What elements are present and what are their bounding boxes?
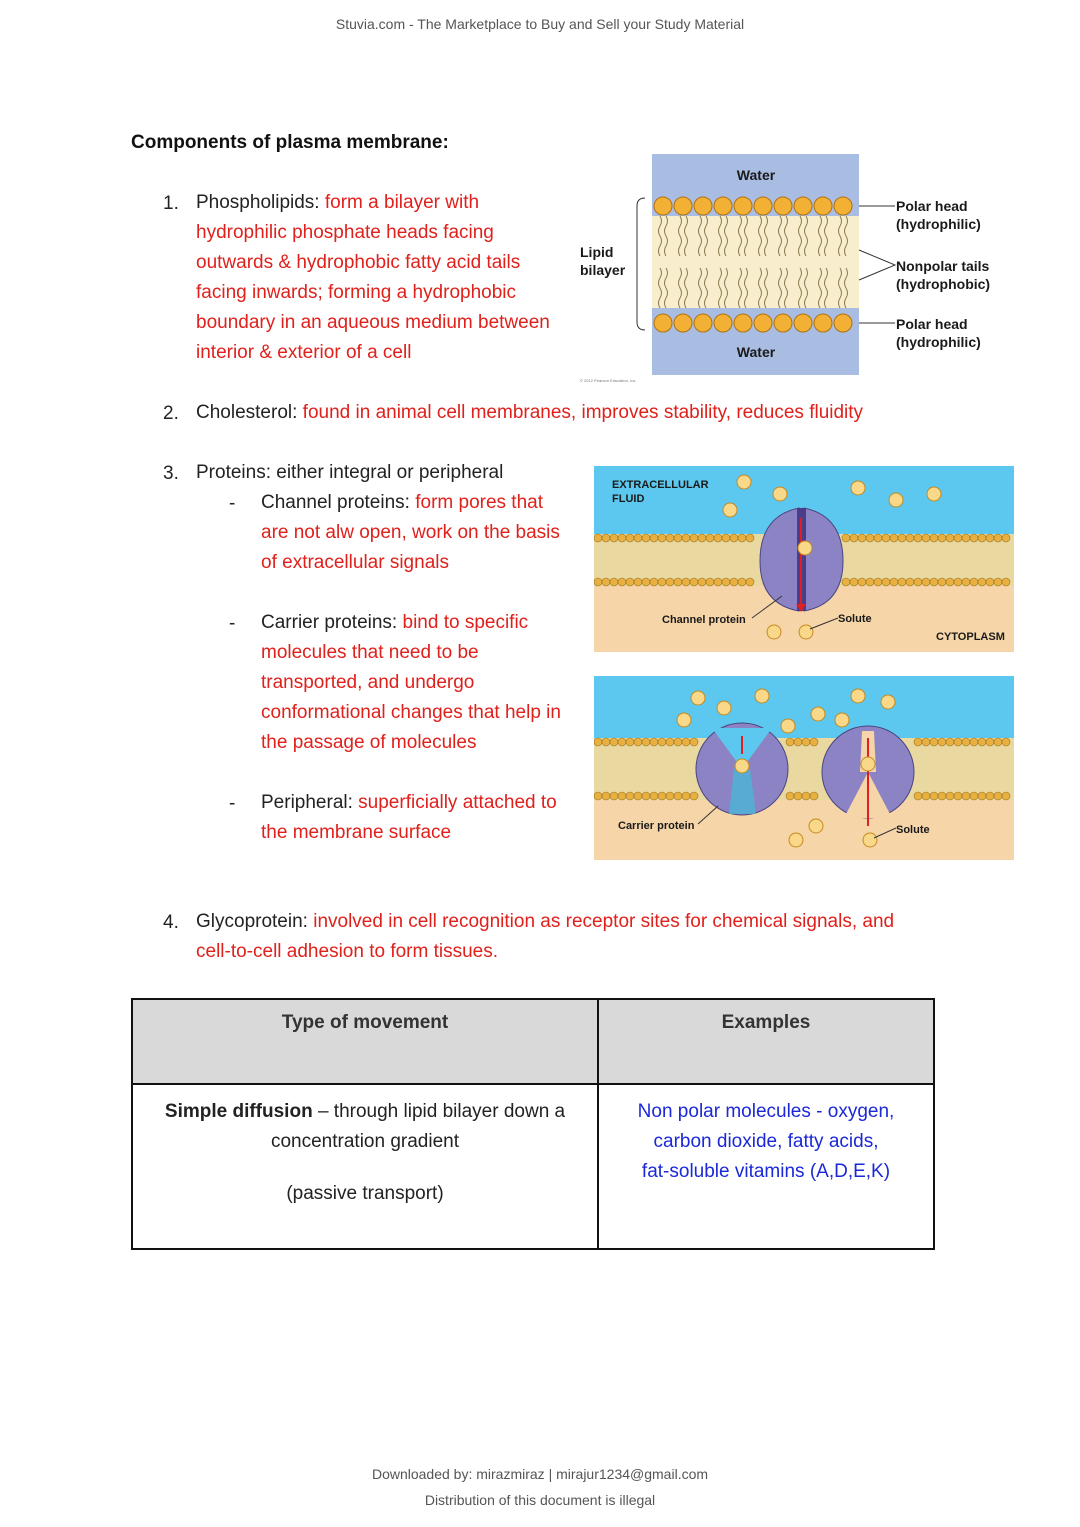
phosphate-head: [866, 534, 874, 542]
solute-particle: [809, 819, 823, 833]
phosphate-head: [962, 738, 970, 746]
phosphate-head: [874, 534, 882, 542]
phosphate-head: [850, 578, 858, 586]
phosphate-head: [730, 578, 738, 586]
solute-particle: [863, 833, 877, 847]
phosphate-head: [954, 578, 962, 586]
channel-term: Channel proteins:: [261, 492, 410, 513]
phosphate-head: [882, 534, 890, 542]
peripheral-term: Peripheral:: [261, 792, 353, 813]
phosphate-head: [690, 738, 698, 746]
phosphate-head: [930, 534, 938, 542]
phosphate-head: [642, 534, 650, 542]
phosphate-head: [706, 578, 714, 586]
phosphate-head: [746, 534, 754, 542]
phosphate-head: [986, 738, 994, 746]
table-header: Examples: [598, 999, 934, 1084]
table-row: [132, 1084, 934, 1249]
carrier-line: transported, and undergo: [261, 672, 475, 693]
phosphate-head: [674, 314, 692, 332]
solute-particle: [927, 487, 941, 501]
phosphate-head: [978, 738, 986, 746]
phosphate-head: [618, 738, 626, 746]
phosphate-head: [994, 578, 1002, 586]
carrier-term: Carrier proteins:: [261, 612, 398, 633]
leader-line: [859, 250, 895, 280]
phosphate-head: [706, 534, 714, 542]
phosphate-head: [794, 197, 812, 215]
phosphate-head: [666, 534, 674, 542]
phosphate-head: [738, 534, 746, 542]
phosphate-head: [650, 578, 658, 586]
phosphate-head: [930, 578, 938, 586]
phosphate-head: [978, 578, 986, 586]
phosphate-head: [970, 792, 978, 800]
phosphate-head: [938, 578, 946, 586]
phosphate-head: [970, 738, 978, 746]
solute-particle: [767, 625, 781, 639]
phosphate-head: [694, 314, 712, 332]
phosphate-head: [690, 578, 698, 586]
phosphate-head: [834, 197, 852, 215]
phosphate-head: [970, 578, 978, 586]
phosphate-head: [850, 534, 858, 542]
phosphate-head: [898, 578, 906, 586]
phospholipids-line: form a bilayer with: [324, 192, 480, 213]
phospholipids-line: facing inwards; forming a hydrophobic: [196, 282, 517, 303]
solute-particle: [717, 701, 731, 715]
phosphate-head: [650, 792, 658, 800]
phosphate-head: [666, 792, 674, 800]
solute-particle: [691, 691, 705, 705]
phosphate-head: [842, 578, 850, 586]
glycoprotein-line: cell-to-cell adhesion to form tissues.: [196, 941, 499, 962]
phosphate-head: [994, 738, 1002, 746]
phosphate-head: [594, 738, 602, 746]
phosphate-head: [650, 534, 658, 542]
phosphate-head: [610, 578, 618, 586]
polar-head-top-label: Polar head: [896, 198, 968, 214]
bullet-dash: -: [229, 613, 236, 634]
phosphate-head: [654, 314, 672, 332]
carrier-line: bind to specific: [402, 612, 529, 633]
phosphate-head: [682, 578, 690, 586]
phosphate-head: [642, 738, 650, 746]
phosphate-head: [922, 578, 930, 586]
solute-particle: [723, 503, 737, 517]
channel-line: are not alw open, work on the basis: [261, 522, 560, 543]
phosphate-head: [602, 792, 610, 800]
phosphate-head: [794, 738, 802, 746]
phosphate-head: [938, 792, 946, 800]
phosphate-head: [930, 738, 938, 746]
phosphate-head: [714, 314, 732, 332]
footer-notice: Distribution of this document is illegal: [424, 1492, 656, 1508]
nonpolar-sub: (hydrophobic): [896, 276, 991, 292]
fluid-label: FLUID: [612, 493, 645, 505]
copyright-text: © 2012 Pearson Education, Inc.: [580, 378, 637, 383]
phosphate-head: [754, 314, 772, 332]
phosphate-head: [906, 534, 914, 542]
phosphate-head: [642, 792, 650, 800]
phosphate-head: [986, 534, 994, 542]
nonpolar-label: Nonpolar tails: [896, 258, 990, 274]
peripheral-text: [261, 788, 591, 848]
movement-desc: concentration gradient: [270, 1131, 459, 1152]
footer-downloaded: Downloaded by: mirazmiraz | mirajur1234@gmail.com: [371, 1466, 709, 1482]
phosphate-head: [814, 314, 832, 332]
movement-note: (passive transport): [286, 1183, 444, 1204]
phosphate-head: [858, 578, 866, 586]
transport-table: [131, 998, 935, 1250]
peripheral-line: superficially attached to: [358, 792, 557, 813]
solute-particle: [677, 713, 691, 727]
phosphate-head: [1002, 578, 1010, 586]
phosphate-head: [970, 534, 978, 542]
bilayer-bracket: [637, 198, 645, 330]
phosphate-head: [946, 534, 954, 542]
phosphate-head: [714, 197, 732, 215]
phosphate-head: [954, 534, 962, 542]
phosphate-head: [810, 792, 818, 800]
phosphate-head: [714, 534, 722, 542]
phosphate-head: [794, 792, 802, 800]
phospholipids-term: Phospholipids:: [196, 192, 320, 213]
solute-particle: [835, 713, 849, 727]
phosphate-head: [938, 738, 946, 746]
phosphate-head: [650, 738, 658, 746]
phosphate-head: [786, 738, 794, 746]
movement-desc: – through lipid bilayer down a: [312, 1101, 566, 1122]
phosphate-head: [654, 197, 672, 215]
phosphate-head: [814, 197, 832, 215]
solute-label: Solute: [838, 613, 872, 625]
phospholipids-text: [196, 188, 586, 368]
item-number: 2.: [163, 403, 179, 424]
tail-region: [652, 216, 859, 308]
phosphate-head: [658, 792, 666, 800]
peripheral-line: the membrane surface: [261, 822, 452, 843]
solute-particle: [798, 541, 812, 555]
solute-particle: [889, 493, 903, 507]
carrier-line: the passage of molecules: [261, 732, 477, 753]
bilayer-label: bilayer: [580, 262, 626, 278]
carrier-line: conformational changes that help in: [261, 702, 561, 723]
carrier-protein-label: Carrier protein: [618, 820, 695, 832]
cholesterol-desc: found in animal cell membranes, improves stability, reduces fluidity: [302, 402, 864, 423]
solute-label: Solute: [896, 824, 930, 836]
phosphate-head: [690, 792, 698, 800]
phosphate-head: [674, 792, 682, 800]
phosphate-head: [642, 578, 650, 586]
phosphate-head: [914, 792, 922, 800]
channel-line: of extracellular signals: [261, 552, 449, 573]
phosphate-head: [722, 578, 730, 586]
phosphate-head: [906, 578, 914, 586]
phosphate-head: [682, 792, 690, 800]
phosphate-head: [898, 534, 906, 542]
phosphate-head: [634, 792, 642, 800]
phosphate-head: [994, 534, 1002, 542]
solute-particle: [781, 719, 795, 733]
section-title: Components of plasma membrane:: [131, 132, 449, 153]
phospholipids-line: interior & exterior of a cell: [196, 342, 412, 363]
water-top-label: Water: [736, 167, 776, 183]
solute-particle: [811, 707, 825, 721]
phosphate-head: [674, 578, 682, 586]
phosphate-head: [594, 534, 602, 542]
phosphate-head: [810, 738, 818, 746]
movement-cell: [132, 1084, 598, 1249]
phosphate-head: [774, 314, 792, 332]
phosphate-head: [858, 534, 866, 542]
phosphate-head: [618, 534, 626, 542]
bullet-dash: -: [229, 793, 236, 814]
cholesterol-text: [196, 398, 996, 428]
phosphate-head: [666, 578, 674, 586]
solute-particle: [735, 759, 749, 773]
phosphate-head: [666, 738, 674, 746]
solute-particle: [881, 695, 895, 709]
examples-line: carbon dioxide, fatty acids,: [653, 1131, 879, 1152]
table-header: Type of movement: [132, 999, 598, 1084]
phosphate-head: [634, 578, 642, 586]
phosphate-head: [802, 738, 810, 746]
phosphate-head: [1002, 534, 1010, 542]
phosphate-head: [722, 534, 730, 542]
extracellular-region: [594, 676, 1014, 738]
phosphate-head: [922, 738, 930, 746]
phospholipids-line: outwards & hydrophobic fatty acid tails: [196, 252, 521, 273]
phosphate-head: [802, 792, 810, 800]
examples-line: Non polar molecules - oxygen,: [637, 1101, 895, 1122]
header-banner: Stuvia.com - The Marketplace to Buy and Sell your Study Material: [335, 16, 745, 32]
phosphate-head: [954, 792, 962, 800]
phosphate-head: [698, 578, 706, 586]
phosphate-head: [674, 534, 682, 542]
solute-particle: [773, 487, 787, 501]
phosphate-head: [658, 578, 666, 586]
examples-line: fat-soluble vitamins (A,D,E,K): [641, 1161, 891, 1182]
phospholipids-line: hydrophilic phosphate heads facing: [196, 222, 494, 243]
phosphate-head: [954, 738, 962, 746]
phosphate-head: [714, 578, 722, 586]
solute-particle: [755, 689, 769, 703]
carrier-protein-figure: [594, 676, 1014, 860]
phosphate-head: [962, 792, 970, 800]
phosphate-head: [890, 578, 898, 586]
item-number: 4.: [163, 912, 179, 933]
phosphate-head: [946, 738, 954, 746]
cytoplasm-label: CYTOPLASM: [936, 631, 1005, 643]
phosphate-head: [994, 792, 1002, 800]
solute-particle: [737, 475, 751, 489]
phosphate-head: [866, 578, 874, 586]
phosphate-head: [658, 738, 666, 746]
proteins-heading: Proteins: either integral or peripheral: [196, 462, 504, 483]
extracellular-label: EXTRACELLULAR: [612, 479, 709, 491]
phosphate-head: [682, 534, 690, 542]
carrier-proteins-text: [261, 608, 591, 758]
channel-line: form pores that: [415, 492, 543, 513]
solute-particle: [861, 757, 875, 771]
phosphate-head: [694, 197, 712, 215]
lipid-label: Lipid: [580, 244, 614, 260]
glycoprotein-term: Glycoprotein:: [196, 911, 308, 932]
channel-proteins-text: [261, 488, 591, 578]
phosphate-head: [610, 738, 618, 746]
phosphate-head: [690, 534, 698, 542]
phosphate-head: [914, 578, 922, 586]
phosphate-head: [842, 534, 850, 542]
phosphate-head: [1002, 738, 1010, 746]
phosphate-head: [754, 197, 772, 215]
polar-head-bottom-label: Polar head: [896, 316, 968, 332]
movement-term: Simple diffusion: [164, 1101, 313, 1122]
phosphate-head: [610, 534, 618, 542]
phosphate-head: [730, 534, 738, 542]
phosphate-head: [946, 792, 954, 800]
phosphate-head: [626, 792, 634, 800]
phosphate-head: [794, 314, 812, 332]
phosphate-head: [674, 738, 682, 746]
phosphate-head: [962, 578, 970, 586]
item-number: 3.: [163, 463, 179, 484]
phosphate-head: [634, 738, 642, 746]
phosphate-head: [602, 534, 610, 542]
phosphate-head: [602, 578, 610, 586]
phosphate-head: [882, 578, 890, 586]
phosphate-head: [746, 578, 754, 586]
phosphate-head: [774, 197, 792, 215]
water-bottom-label: Water: [736, 344, 776, 360]
examples-cell: [598, 1084, 934, 1249]
phosphate-head: [922, 534, 930, 542]
phosphate-head: [978, 792, 986, 800]
phosphate-head: [610, 792, 618, 800]
phosphate-head: [834, 314, 852, 332]
polar-head-bottom-sub: (hydrophilic): [896, 334, 981, 350]
phosphate-head: [626, 738, 634, 746]
channel-protein-figure: [594, 466, 1014, 652]
phosphate-head: [658, 534, 666, 542]
glycoprotein-text: [196, 907, 1046, 967]
cholesterol-term: Cholesterol:: [196, 402, 298, 423]
phosphate-head: [682, 738, 690, 746]
item-number: 1.: [163, 193, 179, 214]
phosphate-head: [734, 197, 752, 215]
phosphate-head: [626, 534, 634, 542]
phosphate-head: [594, 792, 602, 800]
phosphate-head: [986, 792, 994, 800]
phosphate-head: [986, 578, 994, 586]
phosphate-head: [634, 534, 642, 542]
channel-protein-label: Channel protein: [662, 614, 746, 626]
solute-particle: [851, 689, 865, 703]
phosphate-head: [626, 578, 634, 586]
bullet-dash: -: [229, 493, 236, 514]
carrier-line: molecules that need to be: [261, 642, 479, 663]
phosphate-head: [1002, 792, 1010, 800]
phosphate-head: [594, 578, 602, 586]
membrane-region: [594, 738, 1014, 800]
phosphate-head: [930, 792, 938, 800]
phosphate-head: [890, 534, 898, 542]
solute-particle: [851, 481, 865, 495]
phosphate-head: [786, 792, 794, 800]
phosphate-head: [618, 792, 626, 800]
phosphate-head: [914, 738, 922, 746]
solute-particle: [789, 833, 803, 847]
phosphate-head: [618, 578, 626, 586]
lipid-bilayer-figure: [575, 150, 1015, 390]
phosphate-head: [874, 578, 882, 586]
phosphate-head: [922, 792, 930, 800]
phosphate-head: [938, 534, 946, 542]
phosphate-head: [962, 534, 970, 542]
phosphate-head: [914, 534, 922, 542]
polar-head-top-sub: (hydrophilic): [896, 216, 981, 232]
phosphate-head: [698, 534, 706, 542]
phosphate-head: [946, 578, 954, 586]
phospholipids-line: boundary in an aqueous medium between: [196, 312, 550, 333]
phosphate-head: [978, 534, 986, 542]
phosphate-head: [674, 197, 692, 215]
phosphate-head: [602, 738, 610, 746]
phosphate-head: [734, 314, 752, 332]
solute-particle: [799, 625, 813, 639]
phosphate-head: [738, 578, 746, 586]
glycoprotein-line: involved in cell recognition as receptor sites for chemical signals, and: [313, 911, 895, 932]
